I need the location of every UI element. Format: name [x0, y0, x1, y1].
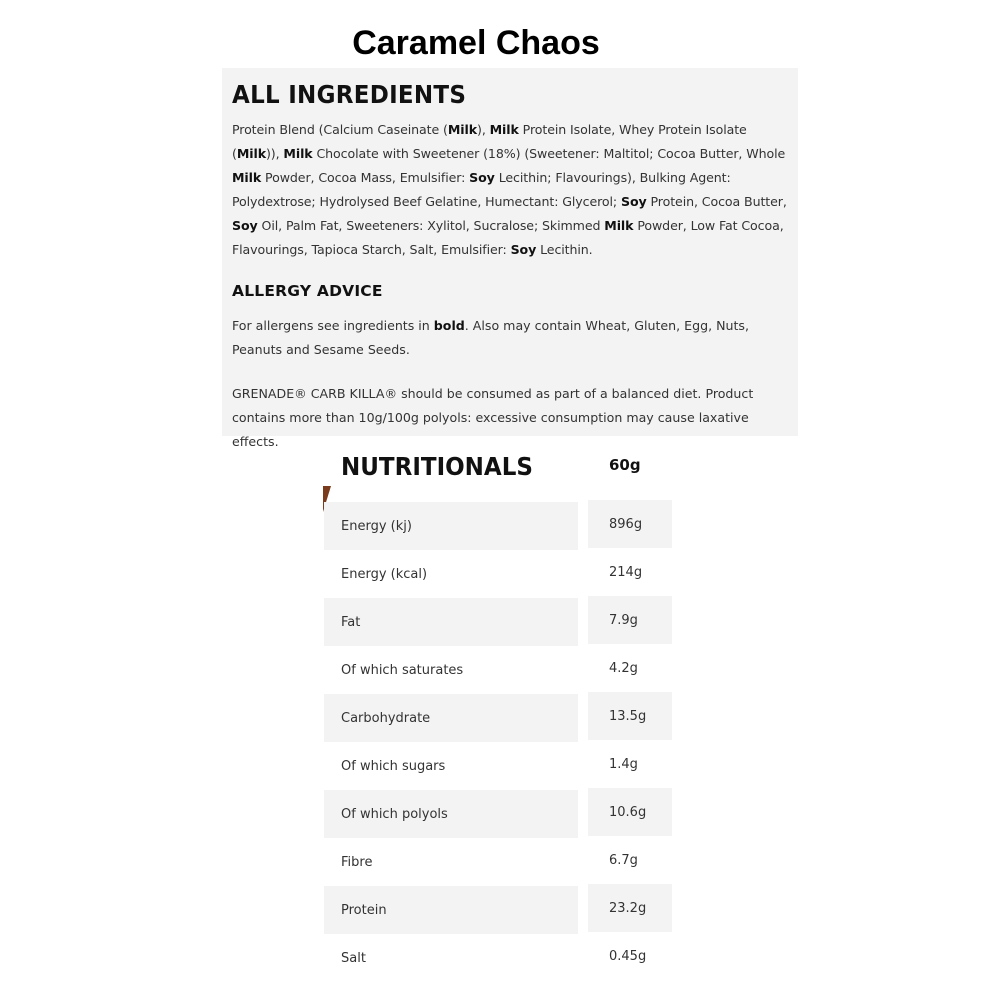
- ingredient-text-segment: ),: [477, 122, 490, 137]
- ingredient-text-segment: For allergens see ingredients in: [232, 318, 434, 333]
- nutrient-label: Of which sugars: [341, 758, 446, 774]
- nutrient-value: 7.9g: [588, 596, 672, 644]
- ingredient-text-segment: Powder, Low Fat Cocoa, Flavourings, Tapioca Starch, Salt, Emulsifier:: [232, 218, 784, 257]
- ingredient-text-segment: Lecithin; Flavourings), Bulking Agent: Polydextrose; Hydrolysed Beef Gelatine, Humectant: Glycerol;: [232, 170, 731, 209]
- nutrition-row: [324, 838, 674, 886]
- nutrition-row: [324, 790, 674, 838]
- ingredients-text: [232, 118, 798, 262]
- allergen-highlight: Milk: [232, 170, 262, 185]
- allergy-text: [232, 314, 798, 362]
- nutrition-row: [324, 886, 674, 934]
- nutrient-label: Energy (kcal): [341, 566, 428, 582]
- nutrient-value: 214g: [609, 564, 643, 580]
- allergy-heading: ALLERGY ADVICE: [232, 282, 383, 300]
- allergen-highlight: Soy: [232, 218, 258, 233]
- nutrition-row: [324, 550, 674, 598]
- ingredient-text-segment: Protein, Cocoa Butter,: [646, 194, 787, 209]
- nutrient-label: Of which saturates: [341, 662, 464, 678]
- ingredients-panel: [222, 68, 798, 449]
- allergen-highlight: Soy: [510, 242, 537, 257]
- nutrient-value: 23.2g: [588, 884, 672, 932]
- nutrient-label: Of which polyols: [324, 790, 578, 838]
- nutrition-row: [324, 694, 674, 742]
- disclaimer-text: GRENADE® CARB KILLA® should be consumed as part of a balanced diet. Product contains more than 10g/100g polyols: excessive consumption may cause laxative effects.: [232, 386, 754, 449]
- nutrition-row: [324, 502, 674, 550]
- ingredient-text-segment: Protein Blend (Calcium Caseinate (: [232, 122, 448, 137]
- serving-size-header: 60g: [609, 456, 641, 474]
- nutrient-value: 4.2g: [609, 660, 638, 676]
- nutrient-value: 896g: [588, 500, 672, 548]
- allergen-highlight: Milk: [236, 146, 266, 161]
- ingredient-text-segment: Powder, Cocoa Mass, Emulsifier:: [261, 170, 470, 185]
- nutritionals-heading: NUTRITIONALS: [341, 452, 533, 481]
- nutrition-row: [324, 598, 674, 646]
- nutrition-row: [324, 742, 674, 790]
- nutrient-value: 6.7g: [609, 852, 638, 868]
- nutrient-value: 0.45g: [609, 948, 647, 964]
- ingredient-text-segment: Protein Isolate, Whey Protein Isolate (: [232, 122, 747, 161]
- nutrient-value: 10.6g: [588, 788, 672, 836]
- nutrition-row: [324, 934, 674, 982]
- nutrient-label: Energy (kj): [324, 502, 578, 550]
- allergen-highlight: Milk: [447, 122, 477, 137]
- nutrient-label: Protein: [324, 886, 578, 934]
- nutrition-row: [324, 646, 674, 694]
- ingredient-text-segment: Chocolate with Sweetener (18%) (Sweetener: Maltitol; Cocoa Butter, Whole: [312, 146, 786, 161]
- ingredient-text-segment: . Also may contain Wheat, Gluten, Egg, Nuts, Peanuts and Sesame Seeds.: [232, 318, 749, 357]
- allergen-highlight: Milk: [283, 146, 313, 161]
- nutrient-value: 13.5g: [588, 692, 672, 740]
- nutrient-label: Carbohydrate: [324, 694, 578, 742]
- product-title: Caramel Chaos: [352, 24, 600, 62]
- nutrient-label: Salt: [341, 950, 366, 966]
- ingredient-text-segment: Oil, Palm Fat, Sweeteners: Xylitol, Sucralose; Skimmed: [257, 218, 605, 233]
- nutrient-value: 1.4g: [609, 756, 638, 772]
- ingredients-heading: ALL INGREDIENTS: [232, 80, 467, 109]
- allergen-highlight: bold: [433, 318, 465, 333]
- allergen-highlight: Milk: [489, 122, 519, 137]
- ingredient-text-segment: Lecithin.: [536, 242, 593, 257]
- allergen-highlight: Soy: [469, 170, 495, 185]
- allergen-highlight: Milk: [604, 218, 634, 233]
- ingredient-text-segment: )),: [265, 146, 284, 161]
- nutrient-label: Fibre: [341, 854, 373, 870]
- nutrient-label: Fat: [324, 598, 578, 646]
- allergen-highlight: Soy: [620, 194, 647, 209]
